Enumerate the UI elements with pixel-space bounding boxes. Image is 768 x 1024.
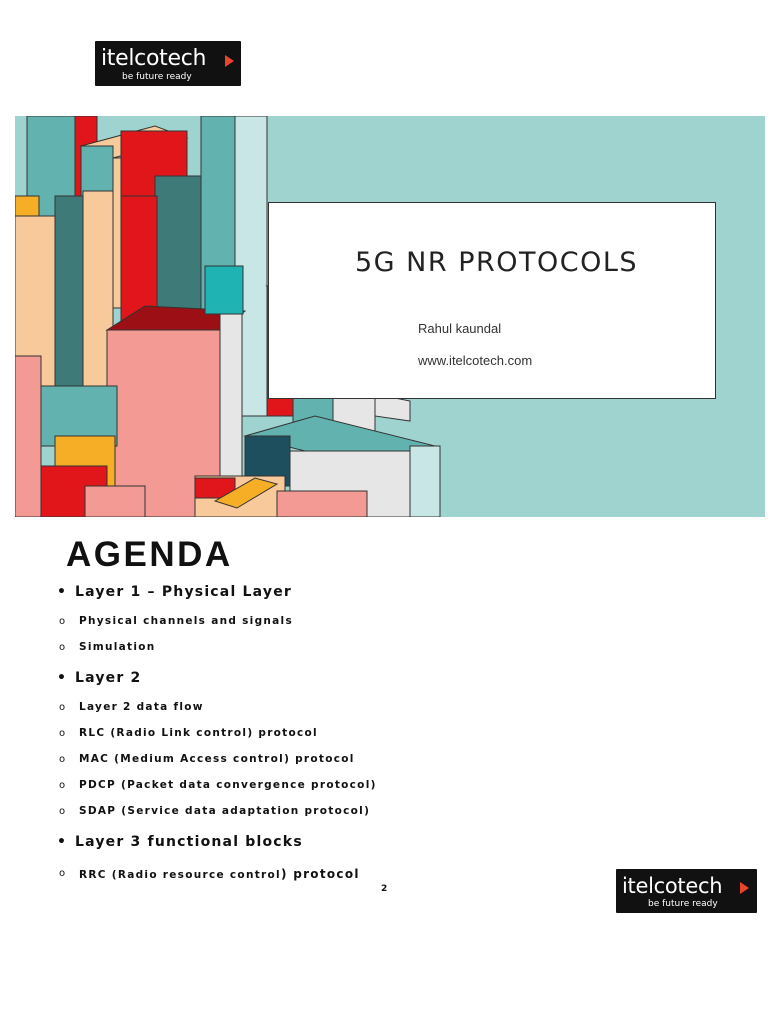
agenda-subitem-text: MAC (Medium Access control) protocol — [79, 753, 355, 765]
bullet-icon: • — [57, 584, 68, 600]
circle-bullet-icon: o — [59, 642, 67, 653]
agenda-subitem-suffix: ) protocol — [280, 867, 360, 881]
logo-tagline: be future ready — [122, 72, 192, 82]
agenda-subitem-text: PDCP (Packet data convergence protocol) — [79, 779, 377, 791]
itelcotech-logo-top — [95, 41, 241, 86]
agenda-item-text: Layer 1 – Physical Layer — [75, 584, 292, 600]
circle-bullet-icon: o — [59, 806, 67, 817]
play-arrow-icon — [740, 882, 749, 894]
agenda-subitem-text: Physical channels and signals — [79, 615, 293, 627]
agenda-subitem — [59, 727, 318, 739]
agenda-subitem — [59, 641, 156, 653]
agenda-subitem — [59, 753, 355, 765]
title-card — [268, 202, 716, 399]
agenda-subitem — [59, 701, 204, 713]
bullet-icon: • — [57, 670, 68, 686]
circle-bullet-icon: o — [59, 702, 67, 713]
agenda-subitem — [59, 867, 360, 881]
agenda-heading: AGENDA — [66, 535, 233, 574]
logo-brand-text: itelcotech — [622, 874, 723, 898]
agenda-subitem-text: Layer 2 data flow — [79, 701, 204, 713]
agenda-item-text: Layer 2 — [75, 670, 142, 686]
circle-bullet-icon: o — [59, 728, 67, 739]
agenda-subitem-text: SDAP (Service data adaptation protocol) — [79, 805, 371, 817]
agenda-item-text: Layer 3 functional blocks — [75, 834, 303, 850]
play-arrow-icon — [225, 55, 234, 67]
logo-brand-text: itelcotech — [101, 46, 207, 71]
agenda-item — [57, 584, 292, 600]
website-link[interactable]: www.itelcotech.com — [418, 353, 533, 368]
title-banner — [15, 116, 765, 517]
agenda-subitem-text: RLC (Radio Link control) protocol — [79, 727, 318, 739]
agenda-item — [57, 670, 142, 686]
agenda-subitem-text: Simulation — [79, 641, 156, 653]
circle-bullet-icon: o — [59, 868, 67, 879]
circle-bullet-icon: o — [59, 754, 67, 765]
presentation-title: 5G NR PROTOCOLS — [355, 247, 639, 278]
circle-bullet-icon: o — [59, 616, 67, 627]
author-name: Rahul kaundal — [418, 321, 502, 336]
agenda-subitem — [59, 779, 377, 791]
agenda-subitem-text: RRC (Radio resource control — [79, 869, 281, 881]
logo-tagline: be future ready — [648, 899, 718, 909]
circle-bullet-icon: o — [59, 780, 67, 791]
page-number: 2 — [381, 884, 388, 894]
itelcotech-logo-bottom — [616, 869, 757, 913]
agenda-subitem — [59, 615, 293, 627]
agenda-subitem — [59, 805, 371, 817]
bullet-icon: • — [57, 834, 68, 850]
agenda-item — [57, 834, 303, 850]
